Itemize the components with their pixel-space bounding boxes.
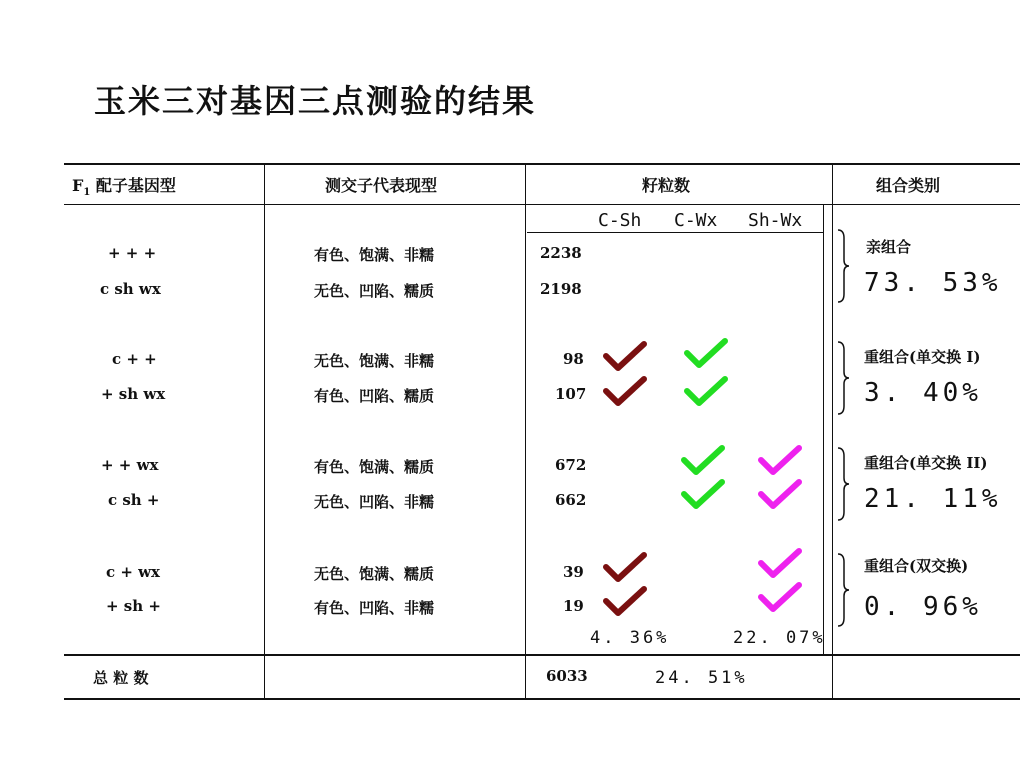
total-percent: 24. 51%	[655, 668, 748, 688]
subheader-c-sh: C-Sh	[598, 210, 642, 231]
genotype-cell: + + wx	[101, 456, 159, 474]
check-dark-red-icon	[602, 375, 648, 409]
total-label: 总 粒 数	[93, 669, 149, 687]
phenotype-cell: 无色、饱满、糯质	[314, 565, 435, 583]
category-label: 重组合(双交换)	[864, 557, 969, 575]
subheader-sh-wx: Sh-Wx	[748, 210, 803, 231]
count-cell: 672	[555, 456, 587, 474]
subheader-c-wx: C-Wx	[674, 210, 718, 231]
category-label: 重组合(单交换 I)	[864, 348, 981, 366]
check-dark-red-icon	[602, 551, 648, 585]
phenotype-cell: 有色、凹陷、糯质	[314, 387, 435, 405]
check-magenta-icon	[757, 581, 803, 615]
category-percent: 3. 40%	[864, 378, 982, 408]
count-cell: 19	[563, 597, 584, 615]
genotype-cell: c + +	[112, 350, 157, 368]
check-magenta-icon	[757, 444, 803, 478]
phenotype-cell: 无色、饱满、非糯	[314, 352, 435, 370]
count-cell: 39	[563, 563, 584, 581]
count-cell: 2198	[540, 280, 582, 298]
brace-icon	[836, 228, 850, 304]
phenotype-cell: 无色、凹陷、非糯	[314, 493, 435, 511]
check-green-icon	[680, 444, 726, 478]
table-bottom-border	[64, 698, 1020, 700]
phenotype-cell: 有色、饱满、非糯	[314, 246, 435, 264]
check-dark-red-icon	[602, 340, 648, 374]
check-green-icon	[680, 478, 726, 512]
brace-icon	[836, 446, 850, 522]
count-cell: 2238	[540, 244, 582, 262]
header-genotype: $F_1$ 配子基因型	[72, 176, 176, 199]
col-divider-1	[264, 163, 265, 700]
header-count: 籽粒数	[642, 176, 691, 195]
check-magenta-icon	[757, 547, 803, 581]
phenotype-cell: 无色、凹陷、糯质	[314, 282, 435, 300]
brace-icon	[836, 340, 850, 416]
genotype-cell: c + wx	[106, 563, 161, 581]
category-label: 亲组合	[866, 238, 912, 256]
genotype-cell: + sh wx	[101, 385, 166, 403]
check-magenta-icon	[757, 478, 803, 512]
category-percent: 73. 53%	[864, 268, 1002, 298]
sh-wx-total-percent: 22. 07%	[733, 628, 826, 648]
phenotype-cell: 有色、凹陷、非糯	[314, 599, 435, 617]
genotype-cell: + + +	[108, 244, 157, 262]
col-divider-3	[832, 163, 833, 700]
table-top-border	[64, 163, 1020, 165]
check-dark-red-icon	[602, 585, 648, 619]
c-sh-total-percent: 4. 36%	[590, 628, 670, 648]
count-box-right	[823, 205, 824, 654]
count-cell: 662	[555, 491, 587, 509]
category-percent: 21. 11%	[864, 484, 1002, 514]
genotype-cell: c sh +	[108, 491, 160, 509]
category-percent: 0. 96%	[864, 592, 982, 622]
check-green-icon	[683, 375, 729, 409]
phenotype-cell: 有色、饱满、糯质	[314, 458, 435, 476]
total-divider	[64, 654, 1020, 656]
total-count: 6033	[546, 667, 588, 685]
genotype-cell: + sh +	[106, 597, 161, 615]
check-green-icon	[683, 337, 729, 371]
count-cell: 98	[563, 350, 584, 368]
header-divider	[64, 204, 1020, 205]
genotype-cell: c sh wx	[100, 280, 161, 298]
subheader-divider	[527, 232, 823, 233]
header-phenotype: 测交子代表现型	[325, 176, 438, 195]
header-category: 组合类别	[876, 176, 941, 195]
col-divider-2	[525, 163, 526, 700]
count-cell: 107	[555, 385, 587, 403]
category-label: 重组合(单交换 II)	[864, 454, 988, 472]
brace-icon	[836, 552, 850, 628]
page-title: 玉米三对基因三点测验的结果	[94, 82, 537, 120]
